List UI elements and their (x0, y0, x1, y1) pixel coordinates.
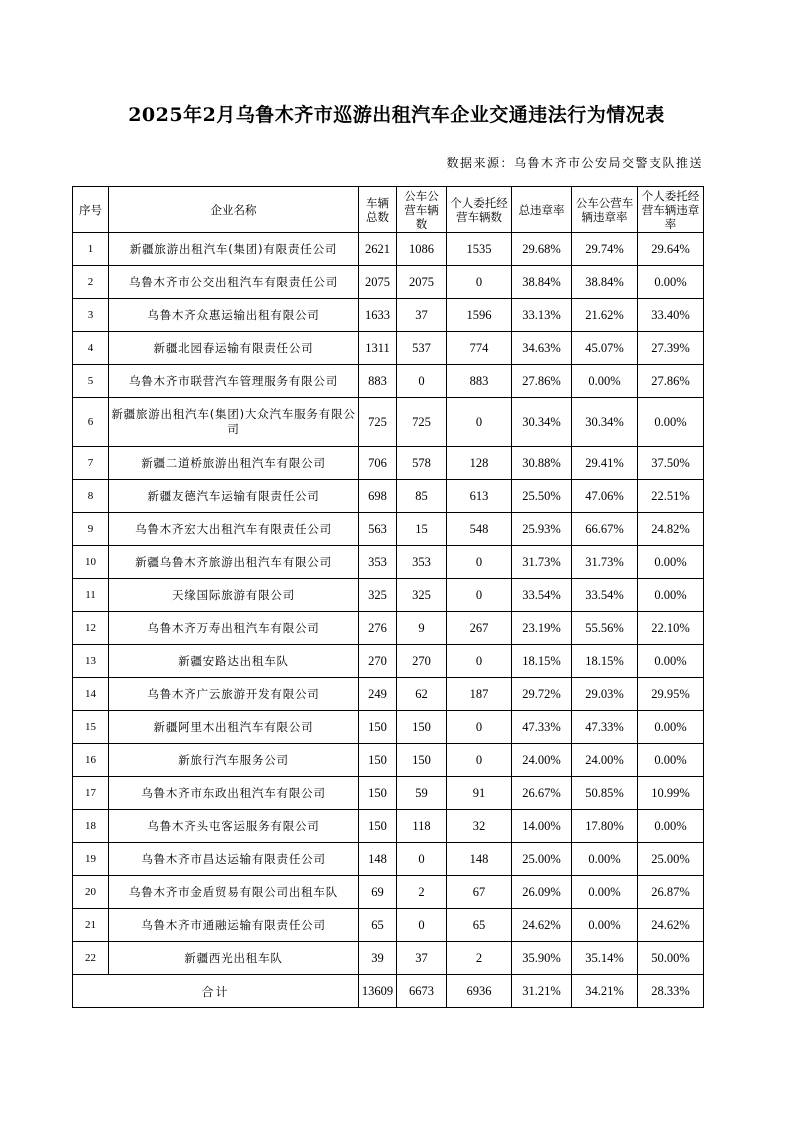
header-private-rate: 个人委托经营车辆违章率 (638, 187, 704, 233)
cell-total-vehicles: 65 (359, 909, 397, 942)
cell-public-rate: 55.56% (572, 612, 638, 645)
cell-public-rate: 35.14% (572, 942, 638, 975)
cell-company-name: 乌鲁木齐市公交出租汽车有限责任公司 (109, 266, 359, 299)
cell-private-vehicles: 0 (447, 744, 512, 777)
cell-total-vehicles: 148 (359, 843, 397, 876)
cell-seq: 11 (73, 579, 109, 612)
cell-public-rate: 0.00% (572, 365, 638, 398)
cell-private-vehicles: 2 (447, 942, 512, 975)
total-private-vehicles: 6936 (447, 975, 512, 1008)
cell-company-name: 乌鲁木齐广云旅游开发有限公司 (109, 678, 359, 711)
cell-public-vehicles: 1086 (397, 233, 447, 266)
cell-public-vehicles: 537 (397, 332, 447, 365)
cell-public-vehicles: 2075 (397, 266, 447, 299)
violation-table (72, 186, 704, 1008)
cell-seq: 13 (73, 645, 109, 678)
cell-total-rate: 33.54% (512, 579, 572, 612)
total-private-rate: 28.33% (638, 975, 704, 1008)
cell-total-vehicles: 563 (359, 513, 397, 546)
cell-public-vehicles: 85 (397, 480, 447, 513)
table-row (73, 744, 704, 777)
cell-total-rate: 30.88% (512, 447, 572, 480)
cell-public-rate: 24.00% (572, 744, 638, 777)
cell-company-name: 乌鲁木齐头屯客运服务有限公司 (109, 810, 359, 843)
cell-company-name: 新疆二道桥旅游出租汽车有限公司 (109, 447, 359, 480)
cell-public-vehicles: 150 (397, 744, 447, 777)
cell-total-vehicles: 706 (359, 447, 397, 480)
cell-public-vehicles: 0 (397, 365, 447, 398)
table-row (73, 777, 704, 810)
cell-seq: 14 (73, 678, 109, 711)
cell-private-rate: 10.99% (638, 777, 704, 810)
cell-total-rate: 25.93% (512, 513, 572, 546)
cell-total-rate: 26.09% (512, 876, 572, 909)
cell-total-vehicles: 698 (359, 480, 397, 513)
cell-seq: 16 (73, 744, 109, 777)
cell-public-rate: 29.41% (572, 447, 638, 480)
cell-public-vehicles: 59 (397, 777, 447, 810)
cell-total-rate: 24.62% (512, 909, 572, 942)
cell-seq: 9 (73, 513, 109, 546)
cell-private-vehicles: 1596 (447, 299, 512, 332)
cell-private-rate: 22.10% (638, 612, 704, 645)
page-title: 2025年2月乌鲁木齐市巡游出租汽车企业交通违法行为情况表 (128, 104, 665, 126)
table-row (73, 909, 704, 942)
total-public-rate: 34.21% (572, 975, 638, 1008)
header-company-name: 企业名称 (109, 187, 359, 233)
cell-seq: 17 (73, 777, 109, 810)
cell-total-vehicles: 69 (359, 876, 397, 909)
table-row (73, 365, 704, 398)
table-row (73, 513, 704, 546)
cell-total-vehicles: 1633 (359, 299, 397, 332)
cell-total-vehicles: 883 (359, 365, 397, 398)
table-row (73, 579, 704, 612)
total-label: 合计 (73, 975, 359, 1008)
cell-private-rate: 0.00% (638, 711, 704, 744)
cell-total-vehicles: 150 (359, 810, 397, 843)
cell-total-rate: 34.63% (512, 332, 572, 365)
cell-total-vehicles: 276 (359, 612, 397, 645)
cell-public-vehicles: 725 (397, 398, 447, 447)
cell-public-vehicles: 325 (397, 579, 447, 612)
table-row (73, 942, 704, 975)
cell-private-vehicles: 32 (447, 810, 512, 843)
cell-public-rate: 33.54% (572, 579, 638, 612)
cell-company-name: 新疆旅游出租汽车(集团)大众汽车服务有限公司 (109, 398, 359, 447)
cell-total-rate: 23.19% (512, 612, 572, 645)
total-vehicles: 13609 (359, 975, 397, 1008)
cell-private-rate: 29.64% (638, 233, 704, 266)
cell-company-name: 乌鲁木齐市金盾贸易有限公司出租车队 (109, 876, 359, 909)
cell-total-rate: 14.00% (512, 810, 572, 843)
table-row (73, 480, 704, 513)
cell-public-vehicles: 150 (397, 711, 447, 744)
cell-public-vehicles: 62 (397, 678, 447, 711)
cell-private-rate: 50.00% (638, 942, 704, 975)
cell-total-rate: 26.67% (512, 777, 572, 810)
cell-company-name: 乌鲁木齐宏大出租汽车有限责任公司 (109, 513, 359, 546)
cell-company-name: 新疆安路达出租车队 (109, 645, 359, 678)
cell-seq: 10 (73, 546, 109, 579)
cell-company-name: 新疆阿里木出租汽车有限公司 (109, 711, 359, 744)
cell-public-rate: 0.00% (572, 876, 638, 909)
cell-company-name: 新疆西光出租车队 (109, 942, 359, 975)
cell-private-rate: 0.00% (638, 398, 704, 447)
cell-private-rate: 27.39% (638, 332, 704, 365)
cell-private-vehicles: 0 (447, 546, 512, 579)
table-row (73, 810, 704, 843)
cell-company-name: 新疆乌鲁木齐旅游出租汽车有限公司 (109, 546, 359, 579)
cell-seq: 1 (73, 233, 109, 266)
cell-public-vehicles: 353 (397, 546, 447, 579)
cell-private-vehicles: 65 (447, 909, 512, 942)
cell-public-vehicles: 0 (397, 843, 447, 876)
cell-private-rate: 0.00% (638, 579, 704, 612)
cell-total-rate: 31.73% (512, 546, 572, 579)
cell-public-rate: 17.80% (572, 810, 638, 843)
cell-seq: 8 (73, 480, 109, 513)
cell-public-vehicles: 9 (397, 612, 447, 645)
cell-company-name: 新旅行汽车服务公司 (109, 744, 359, 777)
cell-public-rate: 47.06% (572, 480, 638, 513)
cell-total-rate: 27.86% (512, 365, 572, 398)
cell-seq: 21 (73, 909, 109, 942)
table-row (73, 645, 704, 678)
cell-private-rate: 27.86% (638, 365, 704, 398)
table-header-row (73, 187, 704, 233)
cell-seq: 12 (73, 612, 109, 645)
cell-private-rate: 25.00% (638, 843, 704, 876)
cell-seq: 5 (73, 365, 109, 398)
cell-public-rate: 18.15% (572, 645, 638, 678)
table-row (73, 266, 704, 299)
cell-private-rate: 22.51% (638, 480, 704, 513)
cell-private-vehicles: 774 (447, 332, 512, 365)
cell-total-vehicles: 150 (359, 711, 397, 744)
header-public-rate: 公车公营车辆违章率 (572, 187, 638, 233)
cell-public-rate: 0.00% (572, 909, 638, 942)
table-row (73, 332, 704, 365)
cell-public-rate: 66.67% (572, 513, 638, 546)
cell-private-vehicles: 0 (447, 645, 512, 678)
cell-total-rate: 24.00% (512, 744, 572, 777)
cell-company-name: 乌鲁木齐万寿出租汽车有限公司 (109, 612, 359, 645)
table-body (73, 233, 704, 1008)
cell-private-vehicles: 0 (447, 711, 512, 744)
cell-company-name: 乌鲁木齐市东政出租汽车有限公司 (109, 777, 359, 810)
cell-private-vehicles: 67 (447, 876, 512, 909)
cell-private-vehicles: 187 (447, 678, 512, 711)
cell-private-vehicles: 91 (447, 777, 512, 810)
cell-total-vehicles: 2621 (359, 233, 397, 266)
cell-total-rate: 35.90% (512, 942, 572, 975)
cell-public-vehicles: 578 (397, 447, 447, 480)
cell-public-rate: 31.73% (572, 546, 638, 579)
cell-public-vehicles: 118 (397, 810, 447, 843)
cell-private-rate: 24.62% (638, 909, 704, 942)
table-row (73, 843, 704, 876)
cell-total-rate: 25.50% (512, 480, 572, 513)
cell-company-name: 乌鲁木齐众惠运输出租有限公司 (109, 299, 359, 332)
cell-private-rate: 0.00% (638, 546, 704, 579)
cell-public-rate: 29.03% (572, 678, 638, 711)
cell-public-vehicles: 2 (397, 876, 447, 909)
cell-private-rate: 26.87% (638, 876, 704, 909)
cell-company-name: 乌鲁木齐市联营汽车管理服务有限公司 (109, 365, 359, 398)
cell-private-rate: 24.82% (638, 513, 704, 546)
cell-seq: 6 (73, 398, 109, 447)
cell-public-rate: 45.07% (572, 332, 638, 365)
cell-total-vehicles: 150 (359, 744, 397, 777)
cell-private-vehicles: 613 (447, 480, 512, 513)
cell-company-name: 乌鲁木齐市通融运输有限责任公司 (109, 909, 359, 942)
header-public-vehicles: 公车公营车辆数 (397, 187, 447, 233)
cell-seq: 15 (73, 711, 109, 744)
cell-total-rate: 18.15% (512, 645, 572, 678)
cell-seq: 20 (73, 876, 109, 909)
cell-private-vehicles: 148 (447, 843, 512, 876)
cell-company-name: 新疆友德汽车运输有限责任公司 (109, 480, 359, 513)
cell-total-vehicles: 150 (359, 777, 397, 810)
cell-total-vehicles: 353 (359, 546, 397, 579)
cell-seq: 3 (73, 299, 109, 332)
total-public-vehicles: 6673 (397, 975, 447, 1008)
cell-total-rate: 47.33% (512, 711, 572, 744)
table-row (73, 447, 704, 480)
cell-seq: 18 (73, 810, 109, 843)
cell-private-vehicles: 267 (447, 612, 512, 645)
cell-private-rate: 0.00% (638, 744, 704, 777)
cell-private-rate: 33.40% (638, 299, 704, 332)
cell-total-rate: 30.34% (512, 398, 572, 447)
cell-private-rate: 0.00% (638, 266, 704, 299)
cell-private-vehicles: 128 (447, 447, 512, 480)
table-row (73, 398, 704, 447)
cell-public-vehicles: 15 (397, 513, 447, 546)
cell-private-rate: 0.00% (638, 645, 704, 678)
cell-private-rate: 29.95% (638, 678, 704, 711)
header-total-vehicles: 车辆总数 (359, 187, 397, 233)
cell-private-vehicles: 548 (447, 513, 512, 546)
cell-total-rate: 29.68% (512, 233, 572, 266)
table-row (73, 233, 704, 266)
cell-private-vehicles: 0 (447, 398, 512, 447)
cell-public-rate: 29.74% (572, 233, 638, 266)
cell-total-vehicles: 2075 (359, 266, 397, 299)
cell-private-vehicles: 0 (447, 266, 512, 299)
cell-public-rate: 50.85% (572, 777, 638, 810)
cell-total-rate: 38.84% (512, 266, 572, 299)
table-row (73, 546, 704, 579)
cell-private-vehicles: 883 (447, 365, 512, 398)
cell-company-name: 新疆北园春运输有限责任公司 (109, 332, 359, 365)
header-private-vehicles: 个人委托经营车辆数 (447, 187, 512, 233)
cell-seq: 19 (73, 843, 109, 876)
cell-public-rate: 47.33% (572, 711, 638, 744)
table-row (73, 612, 704, 645)
cell-total-vehicles: 725 (359, 398, 397, 447)
cell-private-vehicles: 0 (447, 579, 512, 612)
table-row (73, 299, 704, 332)
table-row (73, 678, 704, 711)
cell-public-rate: 0.00% (572, 843, 638, 876)
cell-total-vehicles: 1311 (359, 332, 397, 365)
cell-public-rate: 30.34% (572, 398, 638, 447)
cell-public-vehicles: 37 (397, 299, 447, 332)
cell-total-vehicles: 270 (359, 645, 397, 678)
cell-private-rate: 37.50% (638, 447, 704, 480)
header-total-rate: 总违章率 (512, 187, 572, 233)
cell-total-rate: 29.72% (512, 678, 572, 711)
total-rate: 31.21% (512, 975, 572, 1008)
cell-total-rate: 25.00% (512, 843, 572, 876)
cell-total-vehicles: 325 (359, 579, 397, 612)
cell-public-vehicles: 37 (397, 942, 447, 975)
cell-company-name: 天缘国际旅游有限公司 (109, 579, 359, 612)
cell-public-rate: 21.62% (572, 299, 638, 332)
cell-private-rate: 0.00% (638, 810, 704, 843)
cell-total-vehicles: 249 (359, 678, 397, 711)
cell-company-name: 新疆旅游出租汽车(集团)有限责任公司 (109, 233, 359, 266)
cell-company-name: 乌鲁木齐市昌达运输有限责任公司 (109, 843, 359, 876)
total-row (73, 975, 704, 1008)
cell-public-rate: 38.84% (572, 266, 638, 299)
cell-total-vehicles: 39 (359, 942, 397, 975)
cell-seq: 22 (73, 942, 109, 975)
table-row (73, 711, 704, 744)
cell-seq: 2 (73, 266, 109, 299)
header-seq: 序号 (73, 187, 109, 233)
cell-private-vehicles: 1535 (447, 233, 512, 266)
cell-public-vehicles: 270 (397, 645, 447, 678)
cell-public-vehicles: 0 (397, 909, 447, 942)
table-row (73, 876, 704, 909)
cell-seq: 7 (73, 447, 109, 480)
data-source-note: 数据来源：乌鲁木齐市公安局交警支队推送 (446, 156, 703, 170)
cell-total-rate: 33.13% (512, 299, 572, 332)
cell-seq: 4 (73, 332, 109, 365)
